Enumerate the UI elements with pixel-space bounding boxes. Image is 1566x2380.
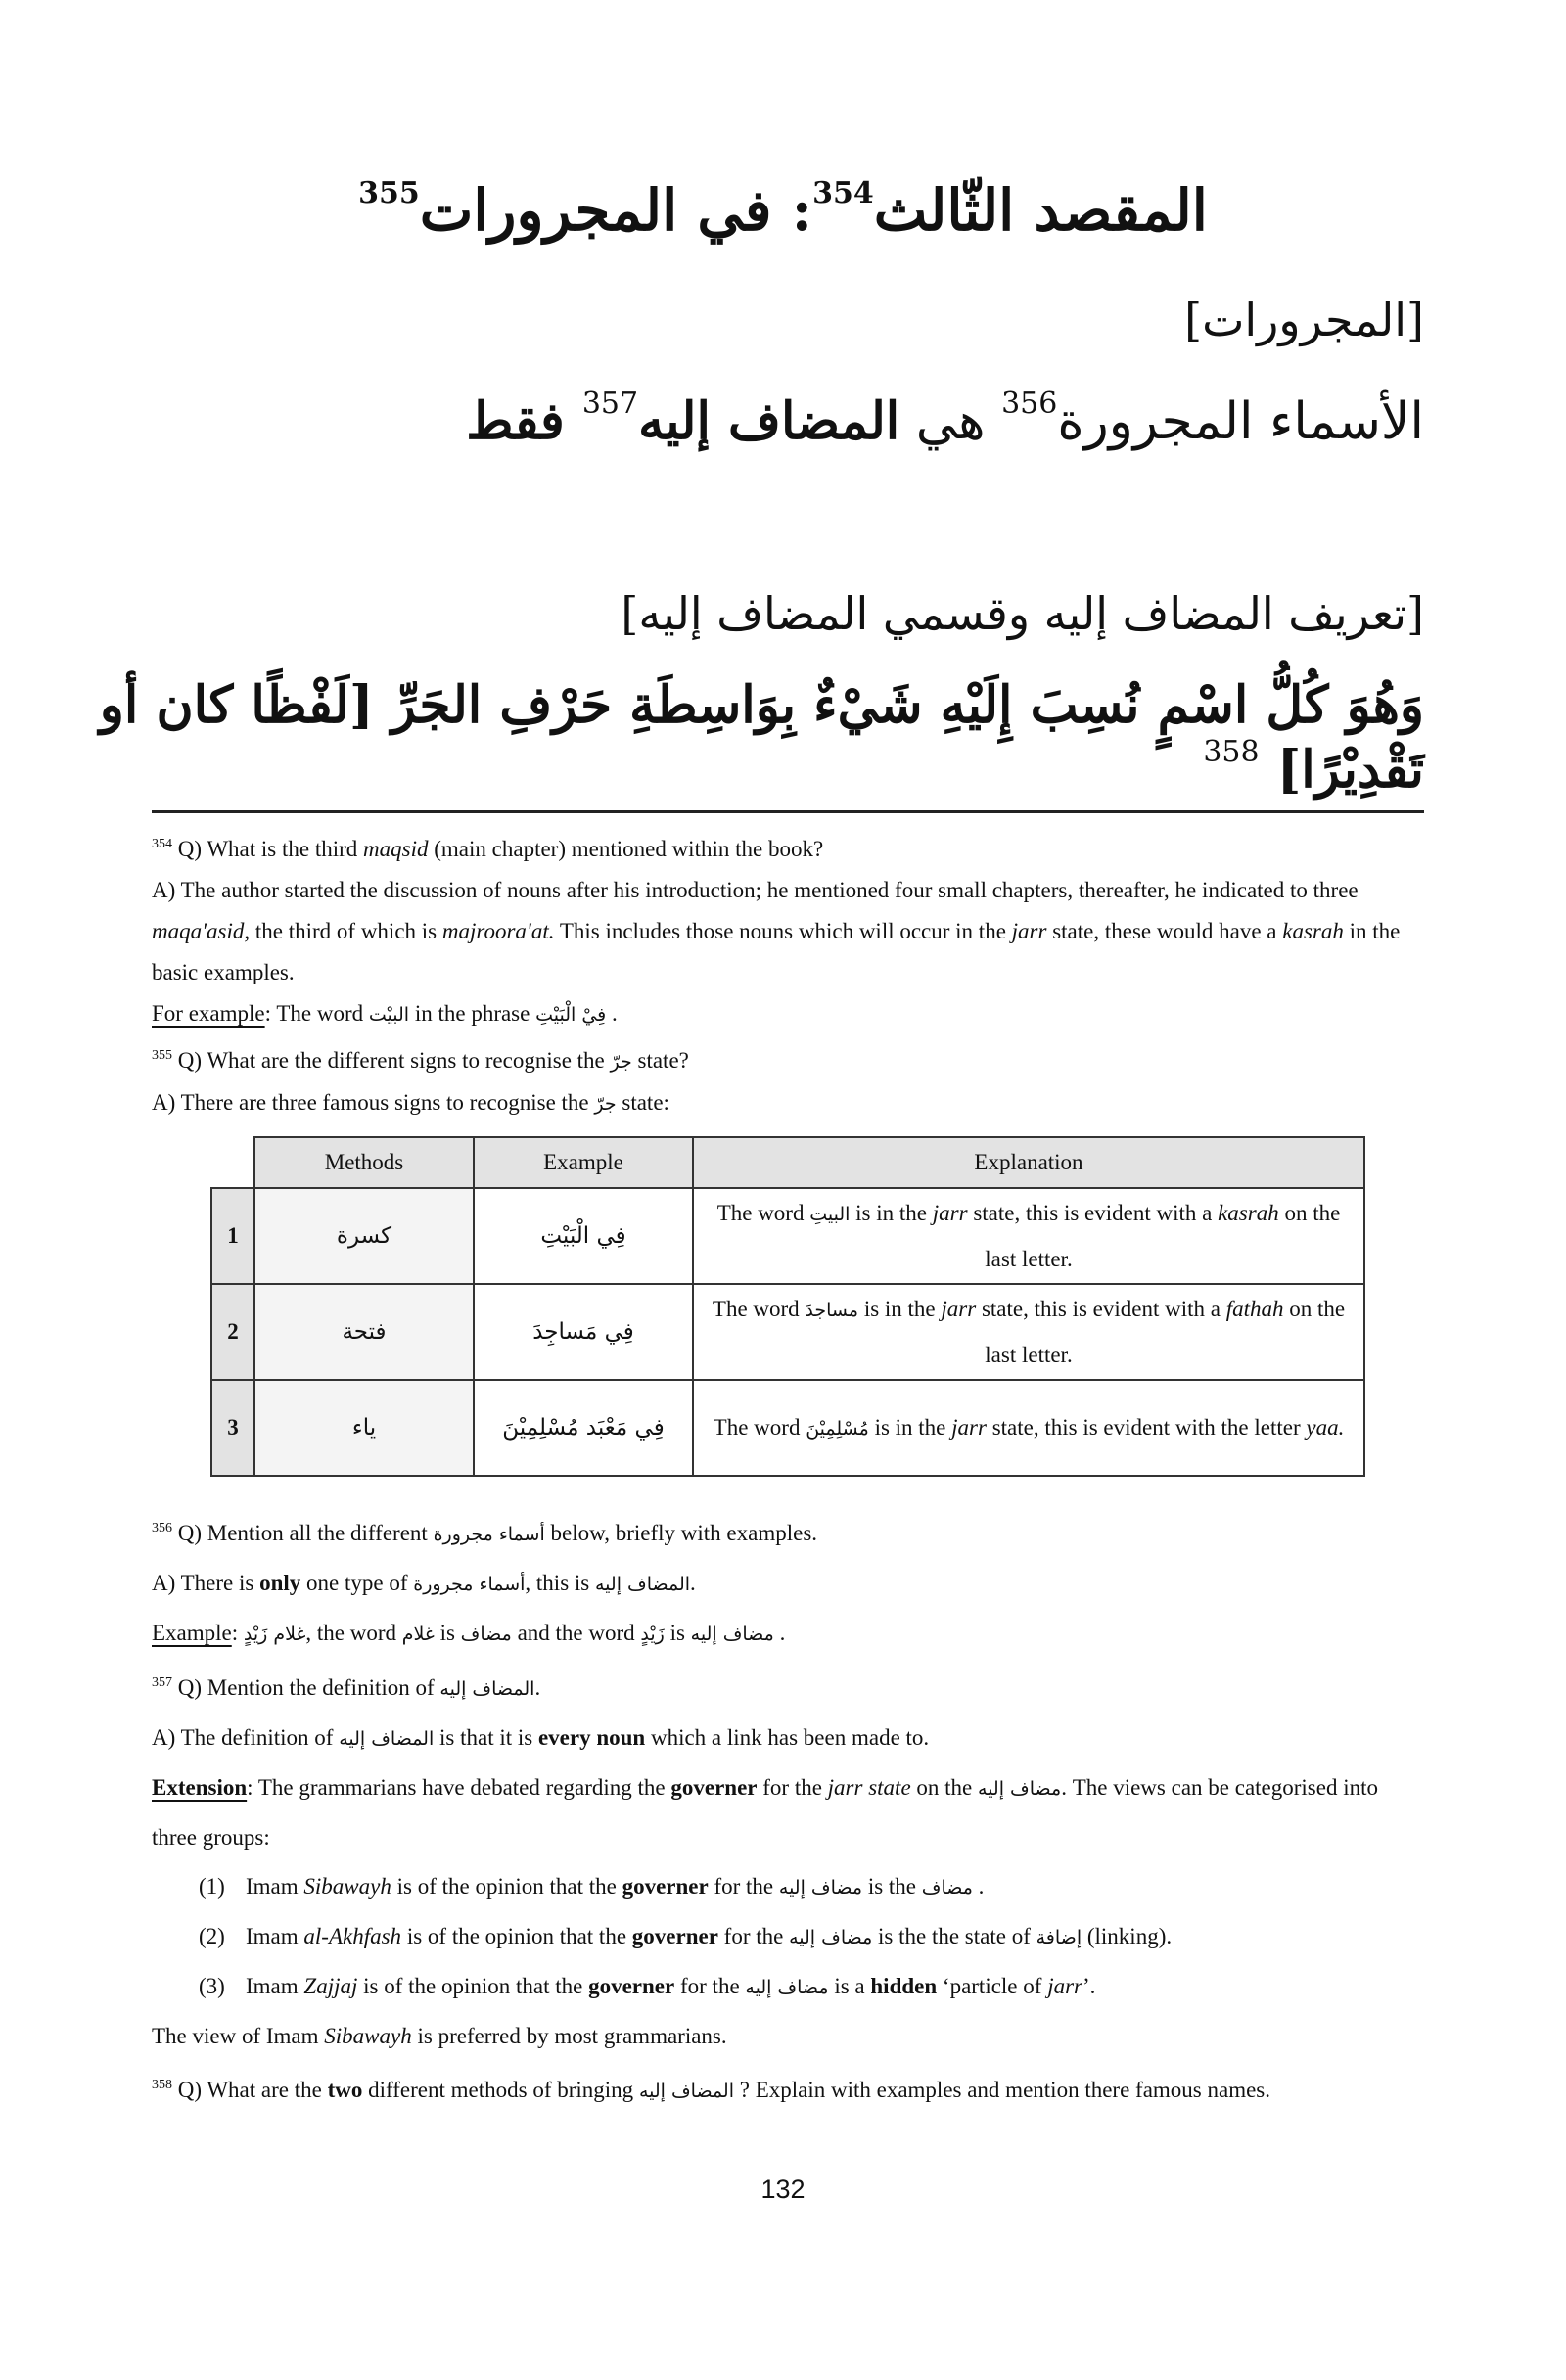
text-fragment: البيْت: [368, 1004, 410, 1026]
asmaa-text: الأسماء المجرورة: [1057, 392, 1424, 451]
row-example: فِي مَعْبَد مُسْلِمِيْنَ: [474, 1380, 693, 1476]
text-fragment: مضاف إليه: [745, 1977, 829, 1998]
text-fragment: different methods of bringing: [362, 2078, 639, 2102]
text-fragment: Q) What is the third: [172, 837, 364, 861]
text-fragment: ‘particle of: [937, 1974, 1048, 1998]
text-fragment: .: [972, 1874, 985, 1899]
text-fragment: (linking).: [1082, 1924, 1173, 1948]
extension-label: Extension: [152, 1775, 248, 1800]
footnote-ref-355[interactable]: 355: [358, 176, 420, 210]
text-fragment: مُسْلِمِيْنَ: [806, 1417, 869, 1440]
list-item: [199, 1912, 1424, 1962]
definition-line: [0, 675, 1424, 800]
footnote-separator: [152, 810, 1424, 813]
text-fragment: مضاف: [460, 1624, 512, 1645]
asmaa-majroora-line: [466, 387, 1424, 451]
text-fragment: is of the opinion that the: [401, 1924, 632, 1948]
section-label-tareef: [تعريف المضاف إليه وقسمي المضاف إليه]: [621, 587, 1424, 640]
text-fragment: in the basic examples.: [152, 919, 1401, 984]
footnote-ref-357[interactable]: 357: [581, 387, 639, 421]
text-fragment: Sibawayh: [324, 2024, 412, 2048]
text-fragment: is a: [828, 1974, 871, 1998]
text-fragment: مضاف إليه: [690, 1624, 774, 1645]
text-fragment: ’.: [1082, 1974, 1096, 1998]
text-fragment: Sibawayh: [303, 1874, 392, 1899]
text-fragment: jarr: [941, 1296, 977, 1321]
text-fragment: in the phrase: [409, 1001, 536, 1026]
text-fragment: المضاف إليه: [439, 1678, 535, 1700]
text-fragment: البيتِ: [809, 1203, 851, 1225]
footnote-356-example: [152, 1609, 1424, 1659]
text-fragment: for the: [674, 1974, 746, 1998]
text-fragment: two: [327, 2078, 363, 2102]
text-fragment: The view of Imam: [152, 2024, 325, 2048]
footnote-358-question: [152, 2061, 1424, 2116]
text-fragment: فِيْ الْبَيْتِ: [535, 1004, 607, 1026]
footnote-ref-354[interactable]: 354: [812, 176, 874, 210]
text-fragment: jarr: [1011, 919, 1047, 943]
text-fragment: for the: [708, 1874, 779, 1899]
text-fragment: This includes those nouns which will occur in the: [554, 919, 1012, 943]
text-fragment: .: [606, 1001, 618, 1026]
text-fragment: is the the state of: [872, 1924, 1036, 1948]
footnote-354-question: [152, 824, 1424, 870]
row-explanation: [693, 1284, 1364, 1380]
text-fragment: إضافة: [1036, 1927, 1082, 1948]
row-example: فِي مَساجِدَ: [474, 1284, 693, 1380]
text-fragment: , this is: [525, 1571, 595, 1595]
text-fragment: مساجدَ: [805, 1299, 859, 1321]
text-fragment: governer: [588, 1974, 675, 1998]
text-fragment: is in the: [868, 1414, 952, 1440]
text-fragment: .: [690, 1571, 696, 1595]
text-fragment: is the: [862, 1874, 922, 1899]
example-label: Example: [152, 1621, 232, 1645]
footnote-number: 357: [152, 1675, 172, 1690]
table-header-explanation: Explanation: [693, 1137, 1364, 1188]
text-fragment: جرّ: [594, 1093, 617, 1115]
row-method: فتحة: [254, 1284, 474, 1380]
text-fragment: fathah: [1225, 1296, 1284, 1321]
footnote-354-example: [152, 993, 1424, 1035]
row-method: كسرة: [254, 1188, 474, 1284]
text-fragment: The word: [713, 1414, 806, 1440]
text-fragment: maqa'asid,: [152, 919, 251, 943]
text-fragment: and the word: [511, 1621, 641, 1645]
text-fragment: مضاف إليه: [978, 1778, 1062, 1800]
text-fragment: Q) Mention all the different: [172, 1521, 434, 1545]
text-fragment: [152, 1477, 1424, 1504]
footnote-357-answer: [152, 1714, 1424, 1763]
text-fragment: مضاف: [921, 1877, 973, 1899]
text-fragment: on the last letter.: [985, 1296, 1346, 1367]
table-row: [211, 1284, 1364, 1380]
chapter-title: [0, 176, 1566, 244]
text-fragment: state?: [631, 1048, 689, 1073]
text-fragment: governer: [670, 1775, 758, 1800]
text-fragment: al-Akhfash: [303, 1924, 402, 1948]
text-fragment: maqsid: [363, 837, 429, 861]
text-fragment: Imam: [246, 1874, 304, 1899]
page-number: 132: [760, 2174, 806, 2204]
footnote-356-question: [152, 1504, 1424, 1559]
table-row: [211, 1188, 1364, 1284]
text-fragment: أسماء مجرورة: [433, 1524, 545, 1545]
text-fragment: . The views can be categorised into three groups:: [152, 1775, 1378, 1850]
text-fragment: :: [231, 1621, 244, 1645]
text-fragment: jarr: [951, 1414, 987, 1440]
text-fragment: kasrah: [1282, 919, 1344, 943]
text-fragment: is preferred by most grammarians.: [411, 2024, 727, 2048]
footnote-number: 355: [152, 1048, 172, 1063]
row-number: 1: [211, 1188, 254, 1284]
footnote-357-question: [152, 1659, 1424, 1714]
text-fragment: مضاف إليه: [789, 1927, 873, 1948]
text-fragment: jarr: [932, 1200, 968, 1225]
table-header-example: Example: [474, 1137, 693, 1188]
text-fragment: governer: [622, 1874, 709, 1899]
text-fragment: جرّ: [610, 1051, 632, 1073]
text-fragment: A) There is: [152, 1571, 260, 1595]
table-row: [211, 1380, 1364, 1476]
text-fragment: is of the opinion that the: [391, 1874, 622, 1899]
title-text-1: المقصد الثّالث: [873, 177, 1208, 244]
footnote-357-extension: [152, 1763, 1424, 1862]
text-fragment: .: [534, 1675, 541, 1700]
jarr-signs-table: [210, 1136, 1365, 1477]
footnote-number: 358: [152, 2078, 172, 2092]
faqat-text: فقط: [466, 391, 582, 451]
text-fragment: is in the: [850, 1200, 933, 1225]
text-fragment: غلام: [401, 1624, 435, 1645]
row-method: ياء: [254, 1380, 474, 1476]
text-fragment: أسماء مجرورة: [413, 1574, 526, 1595]
text-fragment: governer: [631, 1924, 718, 1948]
text-fragment: (2): [199, 1924, 225, 1948]
mudaf-ilayh-text: المضاف إليه: [638, 391, 900, 451]
footnote-356-answer: [152, 1559, 1424, 1609]
views-list: [199, 1862, 1424, 2012]
text-fragment: : The word: [264, 1001, 369, 1026]
text-fragment: state, these would have a: [1046, 919, 1283, 943]
text-fragment: Zajjaj: [303, 1974, 358, 1998]
text-fragment: for the: [717, 1924, 790, 1948]
text-fragment: A) There are three famous signs to recognise the: [152, 1090, 595, 1115]
text-fragment: Q) Mention the definition of: [172, 1675, 440, 1700]
row-explanation: [693, 1380, 1364, 1476]
footnote-355-answer: [152, 1082, 1424, 1124]
text-fragment: only: [259, 1571, 301, 1595]
text-fragment: on the last letter.: [985, 1200, 1341, 1271]
text-fragment: (1): [199, 1874, 225, 1899]
text-fragment: is of the opinion that the: [357, 1974, 589, 1998]
text-fragment: المضاف إليه: [595, 1574, 691, 1595]
text-fragment: المضاف إليه: [638, 2081, 734, 2102]
table-header-methods: Methods: [254, 1137, 474, 1188]
text-fragment: is: [664, 1621, 691, 1645]
text-fragment: [211, 1188, 1364, 1476]
text-fragment: state, this is evident with the letter: [986, 1414, 1307, 1440]
example-label: For example: [152, 1001, 265, 1026]
row-explanation: [693, 1188, 1364, 1284]
footnote-number: 356: [152, 1521, 172, 1535]
list-item: [199, 1862, 1424, 1912]
definition-text: وَهُوَ كُلُّ اسْمٍ نُسِبَ إِلَيْهِ شَيْءٌ بِوَاسِطَةِ حَرْفِ الجَرِّ [لَفْظًا كان أو تَقْدِيْرًا]: [99, 675, 1424, 800]
footnote-354-answer: [152, 870, 1424, 993]
text-fragment: A) The definition of: [152, 1725, 340, 1750]
text-fragment: Q) What are the different signs to recognise the: [172, 1048, 611, 1073]
text-fragment: The word: [716, 1200, 810, 1225]
text-fragment: kasrah: [1218, 1200, 1279, 1225]
text-fragment: is that it is: [434, 1725, 538, 1750]
text-fragment: state:: [616, 1090, 669, 1115]
text-fragment: on the: [910, 1775, 979, 1800]
text-fragment: A) The author started the discussion of nouns after his introduction; he mentioned four small chapters, thereafter, he indicated to three: [152, 878, 1359, 902]
list-item: [199, 1962, 1424, 2012]
text-fragment: jarr state: [827, 1775, 911, 1800]
text-fragment: state, this is evident with a: [976, 1296, 1226, 1321]
text-fragment: the third of which is: [250, 919, 442, 943]
row-number: 3: [211, 1380, 254, 1476]
text-fragment: below, briefly with examples.: [544, 1521, 818, 1545]
section-label-majroorat: [المجرورات]: [1184, 294, 1424, 346]
text-fragment: jarr: [1047, 1974, 1082, 1998]
text-fragment: غلام زَيْدٍ: [243, 1624, 306, 1645]
text-fragment: Q) What are the: [172, 2078, 328, 2102]
text-fragment: majroora'at.: [441, 919, 555, 943]
text-fragment: [211, 1137, 1364, 1188]
footnote-number: 354: [152, 837, 172, 851]
text-fragment: , the word: [305, 1621, 402, 1645]
text-fragment: : The grammarians have debated regarding the: [247, 1775, 671, 1800]
text-fragment: The word: [712, 1296, 806, 1321]
footnote-ref-358[interactable]: 358: [1203, 735, 1260, 769]
text-fragment: state, this is evident with a: [967, 1200, 1219, 1225]
text-fragment: المضاف إليه: [339, 1728, 435, 1750]
footnote-ref-356[interactable]: 356: [1001, 387, 1058, 421]
text-fragment: زَيْدٍ: [640, 1624, 665, 1645]
text-fragment: hidden: [870, 1974, 938, 1998]
text-fragment: (main chapter) mentioned within the book?: [428, 837, 824, 861]
text-fragment: is: [434, 1621, 461, 1645]
text-fragment: one type of: [300, 1571, 414, 1595]
preferred-view: [152, 2012, 1424, 2061]
text-fragment: is in the: [858, 1296, 942, 1321]
title-text-2: : في المجرورات: [419, 177, 813, 244]
text-fragment: Imam: [246, 1924, 304, 1948]
table-header-blank: [211, 1137, 254, 1188]
text-fragment: (3): [199, 1974, 225, 1998]
text-fragment: ? Explain with examples and mention there famous names.: [733, 2078, 1270, 2102]
table-header-row: [211, 1137, 1364, 1188]
text-fragment: which a link has been made to.: [645, 1725, 930, 1750]
text-fragment: every noun: [537, 1725, 646, 1750]
footnotes-section: [152, 824, 1424, 2116]
footnote-355-question: [152, 1035, 1424, 1082]
text-fragment: Imam: [246, 1974, 304, 1998]
text-fragment: مضاف إليه: [778, 1877, 863, 1899]
text-fragment: .: [773, 1621, 786, 1645]
row-number: 2: [211, 1284, 254, 1380]
text-fragment: yaa.: [1306, 1414, 1345, 1440]
hiya-text: هي: [899, 392, 1002, 451]
text-fragment: for the: [757, 1775, 828, 1800]
row-example: فِي الْبَيْتِ: [474, 1188, 693, 1284]
